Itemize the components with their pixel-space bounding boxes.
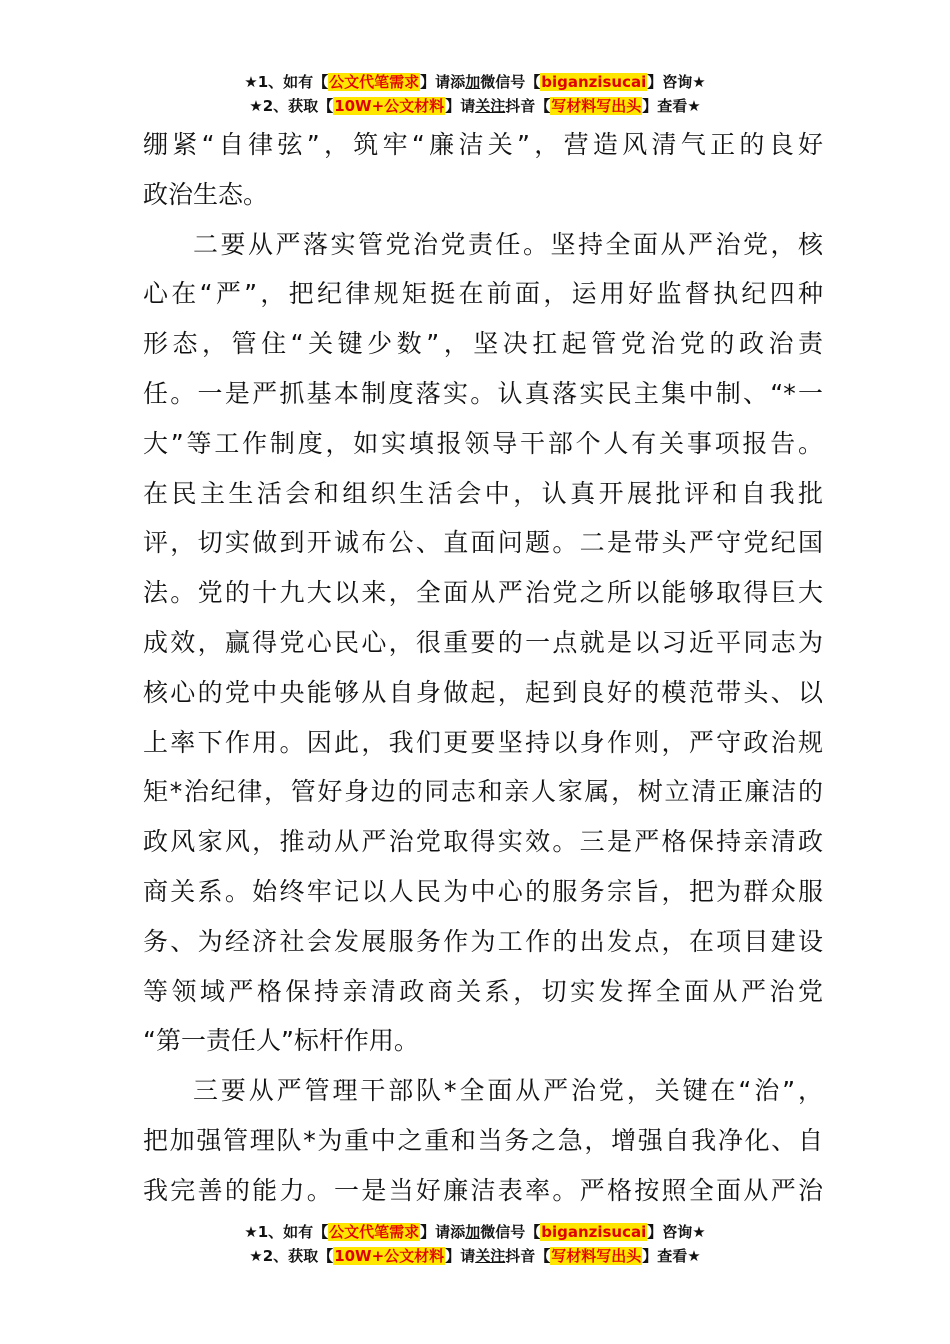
text-line: 商关系。始终牢记以人民为中心的服务宗旨，把为群众服 (143, 876, 823, 906)
banner-underline: 关注 (475, 97, 506, 115)
banner-line-1 (0, 70, 950, 94)
text-line: 务、为经济社会发展服务作为工作的出发点，在项目建设 (143, 926, 823, 956)
banner-text: 】请添 (420, 1223, 466, 1241)
footer-banner (0, 1220, 950, 1268)
banner-text: ★1、如有【 (244, 1223, 329, 1241)
text-line: 政治生态。 (143, 179, 269, 209)
text-line: 法。党的十九大以来，全面从严治党之所以能够取得巨大 (143, 578, 823, 608)
text-line: 大”等工作制度，如实填报领导干部个人有关事项报告。 (143, 428, 823, 458)
banner-wechat-id: biganzisucai (541, 1223, 647, 1241)
text-line: 把加强管理队*为重中之重和当务之急，增强自我净化、自 (143, 1125, 823, 1155)
text-line: 核心的党中央能够从自身做起，起到良好的模范带头、以 (143, 677, 823, 707)
banner-highlight: 10W+公文材料 (334, 1247, 445, 1265)
banner-underline: 加 (465, 1223, 481, 1241)
banner-douyin-id: 写材料写出头 (551, 97, 642, 115)
text-line: 在民主生活会和组织生活会中，认真开展批评和自我批 (143, 478, 823, 508)
text-line: 等领域严格保持亲清政商关系，切实发挥全面从严治党 (143, 976, 823, 1006)
banner-text: 】查看★ (642, 1247, 701, 1265)
text-line: 二要从严落实管党治党责任。坚持全面从严治党，核 (193, 229, 823, 259)
header-banner (0, 70, 950, 118)
banner-text: 】请 (445, 97, 476, 115)
banner-text: 抖音【 (505, 97, 551, 115)
text-line: 三要从严管理干部队*全面从严治党，关键在“治”， (193, 1076, 823, 1106)
text-line: 心在“严”，把纪律规矩挺在前面，运用好监督执纪四种 (143, 279, 823, 309)
text-line: “第一责任人”标杆作用。 (143, 1026, 419, 1056)
banner-wechat-id: biganzisucai (541, 73, 647, 91)
text-line: 形态，管住“关键少数”，坚决扛起管党治党的政治责 (143, 329, 823, 359)
banner-underline: 加 (465, 73, 481, 91)
text-line: 任。一是严抓基本制度落实。认真落实民主集中制、“*一 (143, 378, 823, 408)
banner-line-2 (0, 1244, 950, 1268)
banner-text: 】请 (445, 1247, 476, 1265)
banner-highlight: 10W+公文材料 (334, 97, 445, 115)
banner-text: 】请添 (420, 73, 466, 91)
banner-highlight: 公文代笔需求 (329, 73, 420, 91)
banner-highlight: 公文代笔需求 (329, 1223, 420, 1241)
banner-text: 】咨询★ (647, 1223, 706, 1241)
text-line: 政风家风，推动从严治党取得实效。三是严格保持亲清政 (143, 827, 823, 857)
text-line: 绷紧“自律弦”，筑牢“廉洁关”，营造风清气正的良好 (143, 130, 823, 159)
banner-text: ★2、获取【 (249, 97, 334, 115)
document-body (143, 120, 823, 1216)
banner-text: 微信号【 (480, 73, 541, 91)
banner-text: 】查看★ (642, 97, 701, 115)
banner-line-1 (0, 1220, 950, 1244)
banner-text: ★2、获取【 (249, 1247, 334, 1265)
banner-line-2 (0, 94, 950, 118)
banner-douyin-id: 写材料写出头 (551, 1247, 642, 1265)
text-line: 成效，赢得党心民心，很重要的一点就是以习近平同志为 (143, 627, 823, 657)
banner-text: ★1、如有【 (244, 73, 329, 91)
text-line: 我完善的能力。一是当好廉洁表率。严格按照全面从严治 (143, 1175, 823, 1205)
banner-text: 微信号【 (480, 1223, 541, 1241)
banner-text: 】咨询★ (647, 73, 706, 91)
text-line: 评，切实做到开诚布公、直面问题。二是带头严守党纪国 (143, 528, 823, 558)
text-line: 矩*治纪律，管好身边的同志和亲人家属，树立清正廉洁的 (143, 777, 823, 807)
text-line: 上率下作用。因此，我们更要坚持以身作则，严守政治规 (143, 727, 823, 757)
banner-text: 抖音【 (505, 1247, 551, 1265)
banner-underline: 关注 (475, 1247, 506, 1265)
